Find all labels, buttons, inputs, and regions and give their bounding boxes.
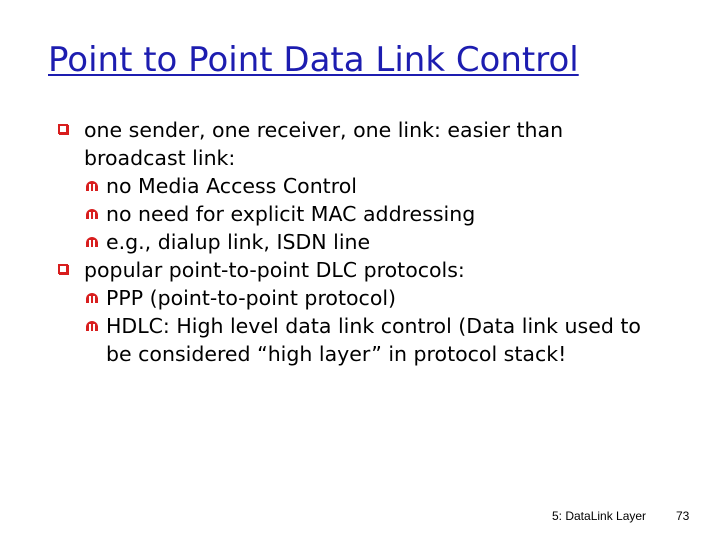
- sub-bullet-item: [86, 200, 658, 228]
- page-number: 73: [676, 509, 690, 523]
- arch-bullet-icon: [86, 237, 98, 247]
- sub-bullet-item: [86, 172, 658, 200]
- sub-bullet-text: PPP (point-to-point protocol): [106, 286, 397, 310]
- square-bullet-icon: [58, 264, 68, 274]
- bullet-text: one sender, one receiver, one link: easier than broadcast link:: [84, 118, 564, 170]
- slide-content: [58, 116, 658, 368]
- arch-bullet-icon: [86, 181, 98, 191]
- bullet-item: [58, 116, 658, 172]
- bullet-item: [58, 256, 658, 284]
- sub-bullet-text: no Media Access Control: [106, 174, 357, 198]
- sub-bullet-text: e.g., dialup link, ISDN line: [106, 230, 371, 254]
- arch-bullet-icon: [86, 321, 98, 331]
- bullet-text: popular point-to-point DLC protocols:: [84, 258, 465, 282]
- arch-bullet-icon: [86, 209, 98, 219]
- sub-bullet-text: no need for explicit MAC addressing: [106, 202, 476, 226]
- sub-bullet-item: [86, 228, 658, 256]
- sub-bullet-item: [86, 284, 658, 312]
- sub-bullet-text: HDLC: High level data link control (Data link used to be considered “high layer” in protocol stack!: [106, 314, 641, 366]
- arch-bullet-icon: [86, 293, 98, 303]
- footer-label: 5: DataLink Layer: [552, 509, 647, 523]
- sub-bullet-item: [86, 312, 658, 368]
- square-bullet-icon: [58, 124, 68, 134]
- slide-title: Point to Point Data Link Control: [48, 40, 579, 80]
